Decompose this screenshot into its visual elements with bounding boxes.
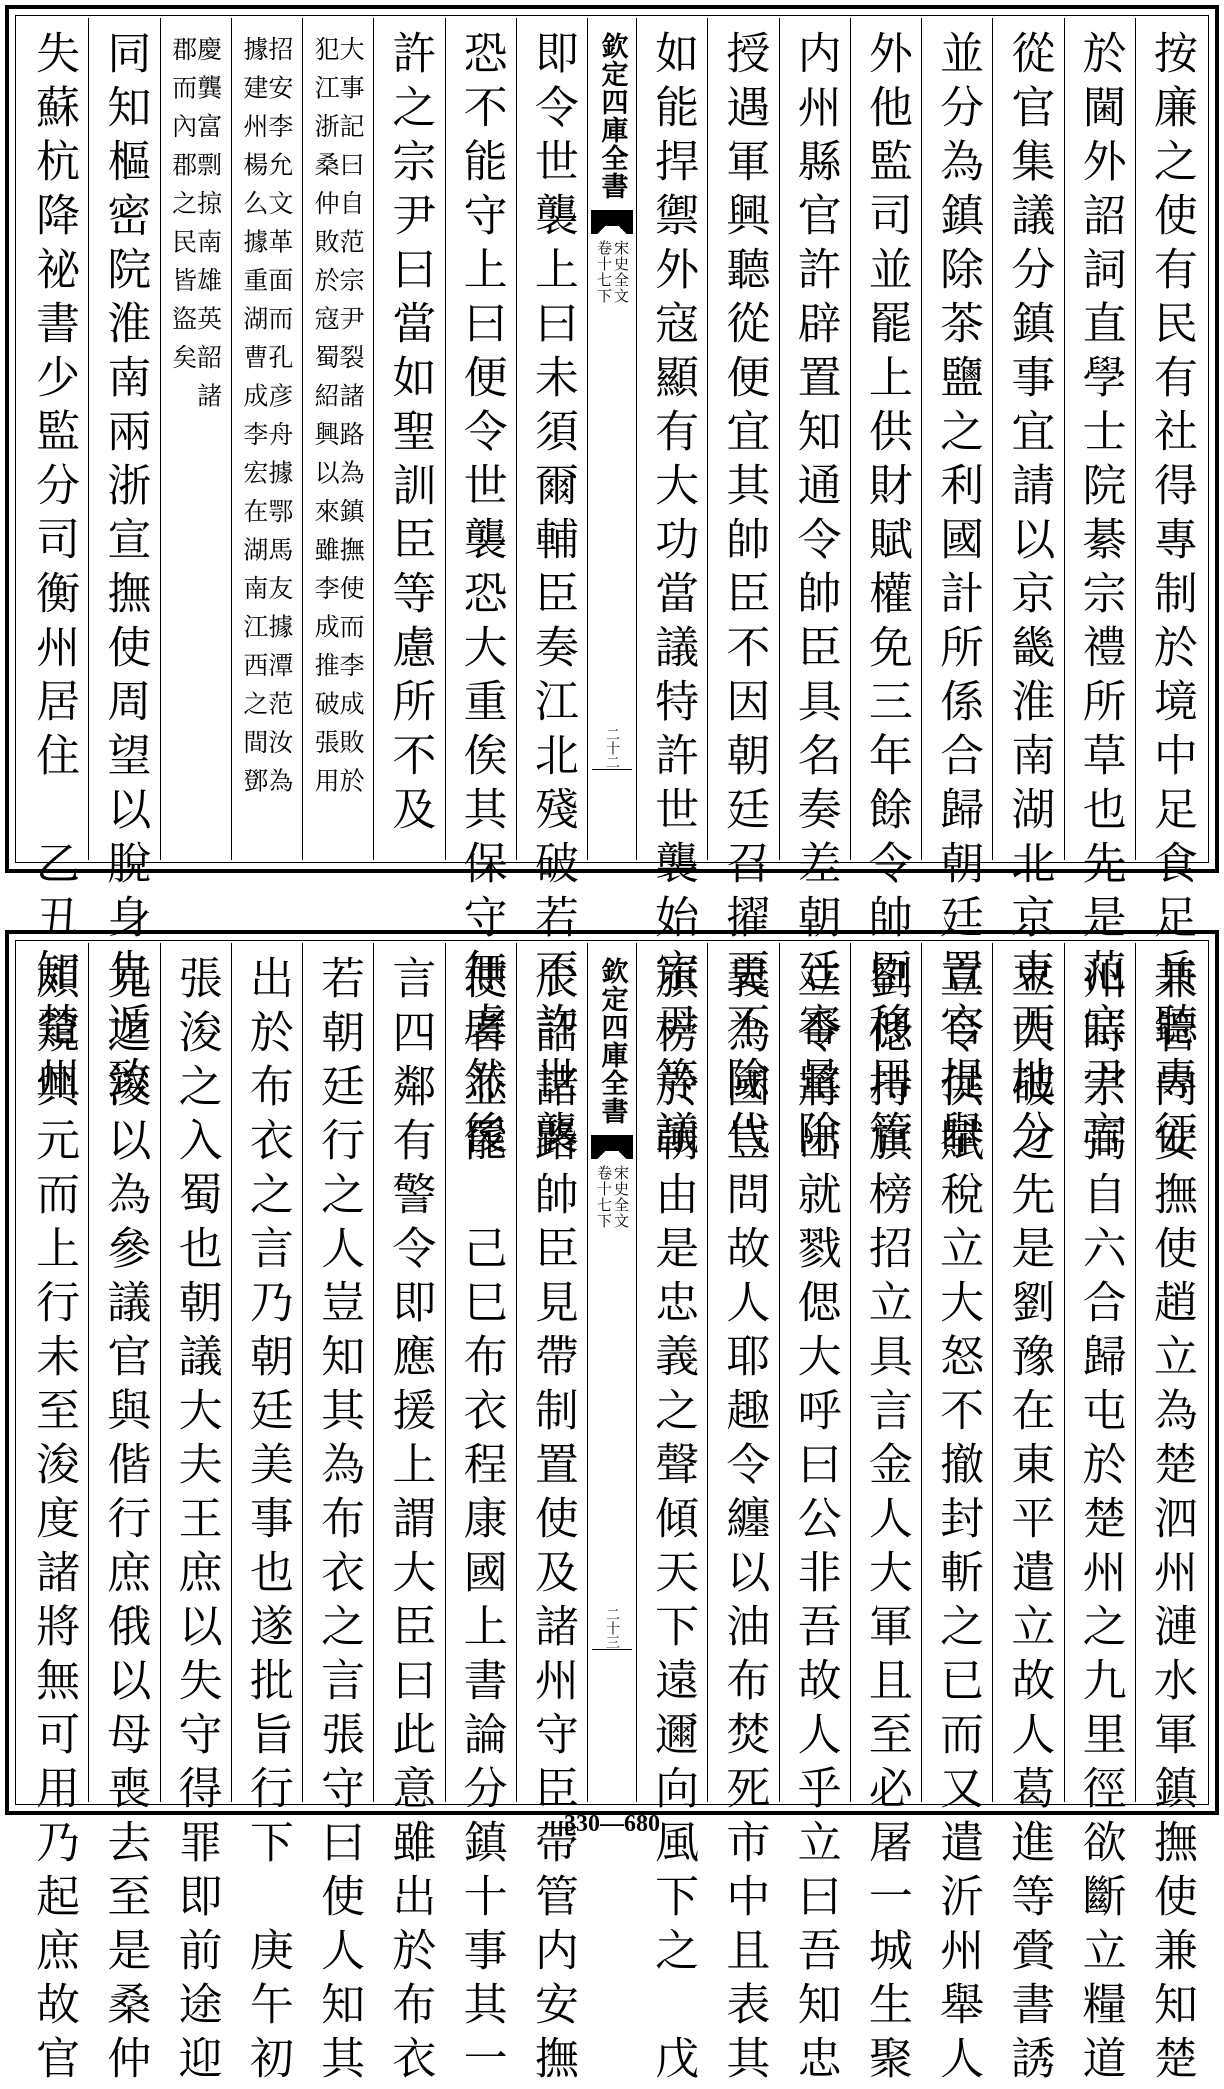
text-column	[302, 943, 373, 2089]
column-text: 劉偲持旗榜招立具言金人大軍且至必屠一城生聚	[860, 955, 912, 2089]
column-text: 即令世襲上曰未須爾輔臣奏江北殘破若不許世襲	[526, 30, 578, 1164]
text-column	[1135, 943, 1206, 2089]
column-text: 按廉之使有民有社得專制於境中足食足兵聽專征	[1145, 30, 1197, 1164]
fish-tail-mark-icon	[591, 210, 633, 234]
column-text: 義為國豈問故人耶趣令纏以油布焚死市中且表其	[718, 955, 770, 2089]
column-text: 張浚之入蜀也朝議大夫王庶以失守得罪即前途迎	[170, 955, 222, 2089]
annotation-text: 郡而內郡之民皆盜矣	[168, 36, 198, 383]
center-margin	[587, 18, 636, 860]
column-text: 内州縣官許辟置知通令帥臣具名奏差朝廷審量除	[789, 30, 841, 1164]
column-text: 立令將出就戮偲大呼曰公非吾故人乎立曰吾知忠	[789, 955, 841, 2089]
fish-tail-mark-icon	[591, 1135, 633, 1159]
text-column	[88, 943, 159, 2089]
annotation-column	[302, 18, 373, 860]
text-column	[707, 943, 778, 2089]
text-column	[636, 18, 707, 1164]
text-column	[231, 943, 302, 2089]
text-column	[373, 18, 444, 860]
column-text: 使者並罷 己巳布衣程康國上書論分鎮十事其一	[455, 955, 507, 2089]
divider	[592, 769, 632, 770]
text-column	[850, 943, 921, 2089]
text-column	[160, 943, 231, 2089]
column-text: 旗榜於朝由是忠義之聲傾天下遠邇向風下之 戊	[647, 955, 699, 2089]
page-footer-number: 330—680	[564, 1811, 660, 1837]
column-text: 見之浚以為參議官與偕行庶俄以母喪去至是桑仲	[99, 955, 151, 2089]
column-text: 若朝廷行之人豈知其為布衣之言張守曰使人知其	[313, 955, 365, 2089]
annotation-text: 招安李允文革面而孔彦舟據鄂馬友據潭范汝為	[264, 36, 294, 806]
annotation-column	[231, 18, 302, 860]
column-text: 授遇軍興聽從便宜其帥臣不因朝廷召擢更不除代	[718, 30, 770, 1164]
column-text: 許之宗尹曰當如聖訓臣等慮所不及	[384, 30, 436, 840]
text-column	[18, 18, 88, 1110]
column-text: 州時宗弼自六合歸屯於楚州之九里徑欲斷立糧道	[1074, 955, 1126, 2089]
text-column	[779, 943, 850, 2089]
column-text: 並分為鎮除茶鹽之利國計所係合歸朝廷置官提舉	[932, 30, 984, 1164]
chapter-number: 卷十七下	[595, 240, 613, 304]
column-text: 失蘇杭降祕書少監分司衡州居住 乙丑知楚州	[28, 30, 80, 1110]
column-text: 辰詔諸路帥臣見帶制置使及諸州守臣帶管内安撫	[526, 955, 578, 2089]
column-text: 恐不能守上曰便令世襲恐大重俟其保守無虞然後	[455, 30, 507, 1164]
text-column	[921, 943, 992, 2089]
column-text: 出於布衣之言乃朝廷美事也遂批旨行下 庚午初	[241, 955, 293, 2089]
text-column	[850, 18, 921, 1164]
column-text: 外他監司並罷上供財賦權免三年餘令帥臣移用管	[860, 30, 912, 1164]
annotation-text: 據建州楊么據重湖曹成李宏在湖南江西之間鄧	[239, 36, 269, 806]
chapter-number: 卷十七下	[595, 1165, 613, 1229]
text-column	[18, 943, 88, 2089]
column-text: 於閫外詔詞直學士院綦宗禮所草也先是范宗尹言	[1074, 30, 1126, 1164]
text-column	[992, 943, 1063, 2089]
text-column	[516, 18, 587, 1164]
volume-info	[596, 240, 628, 304]
page-number: 二十三	[604, 1607, 620, 1649]
text-column	[921, 18, 992, 1164]
text-column	[1064, 943, 1135, 2089]
annotation-text: 慶龔富剽掠南雄英韶諸	[193, 36, 223, 421]
annotation-text: 大事記曰自范宗尹裂諸路為鎮撫使而李成敗於	[336, 36, 366, 806]
text-column	[1135, 18, 1206, 1164]
column-text: 如能捍禦外寇顯有大功當議特許世襲始宗尹等議	[647, 30, 699, 1164]
center-margin	[587, 943, 636, 1802]
volume-info	[596, 1165, 628, 1229]
column-text: 頗窺興元而上行未至浚度諸將無可用乃起庶故官	[28, 955, 80, 2089]
annotation-column	[160, 18, 231, 860]
divider	[592, 1649, 632, 1650]
column-text: 立大破之先是劉豫在東平遣立故人葛進等賫書誘	[1003, 955, 1055, 2089]
column-text: 兼管内安撫使趙立為楚泗州漣水軍鎮撫使兼知楚	[1145, 955, 1197, 2089]
top-page	[5, 5, 1219, 1164]
column-text: 從官集議分鎮事宜請以京畿淮南湖北京東西地分	[1003, 30, 1055, 1164]
book-title: 欽定四庫全書	[596, 32, 628, 200]
column-text: 立令供賦稅立大怒不撤封斬之已而又遣沂州舉人	[932, 955, 984, 2089]
column-text: 言四鄰有警令即應援上謂大臣曰此意雖出於布衣	[384, 955, 436, 2089]
top-columns	[18, 18, 1206, 1164]
annotation-text: 犯江浙桑仲敗於寇蜀紹興以來雖李成推破張用	[311, 36, 341, 806]
text-column	[445, 943, 516, 2089]
text-column	[992, 18, 1063, 1164]
text-column	[707, 18, 778, 1164]
work-title: 宋史全文	[612, 1165, 630, 1229]
work-title: 宋史全文	[612, 240, 630, 304]
text-column	[373, 943, 444, 2089]
page-number: 二十二	[604, 727, 620, 769]
text-column	[779, 18, 850, 1164]
text-column	[636, 943, 707, 2089]
book-title: 欽定四庫全書	[596, 957, 628, 1125]
text-column	[1064, 18, 1135, 1164]
column-text: 同知樞密院淮南兩浙宣撫使周望以脫身先遁致	[99, 30, 151, 1110]
text-column	[88, 18, 159, 1110]
text-column	[445, 18, 516, 1164]
text-column	[516, 943, 587, 2089]
